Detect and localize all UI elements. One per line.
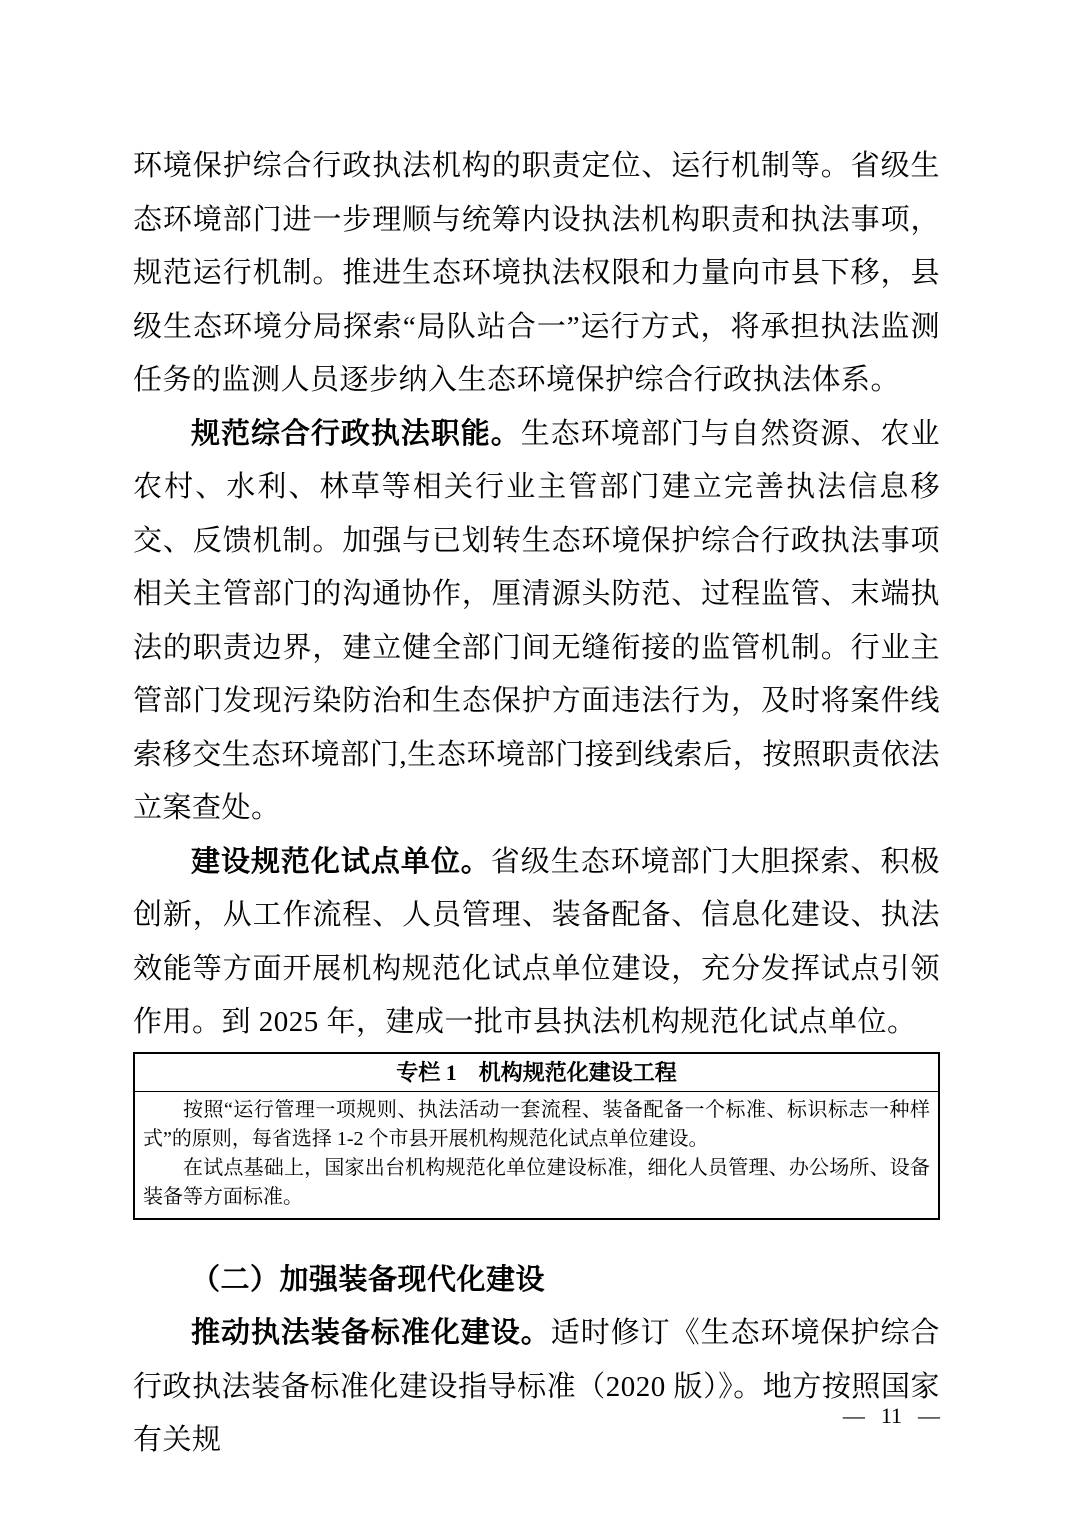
paragraph-standardize-functions [133,408,940,836]
column-box-body [135,1092,938,1218]
column-box-paragraph: 按照“运行管理一项规则、执法活动一套流程、装备配备一个标准、标识标志一种样式”的原则，每省选择 1-2 个市县开展机构规范化试点单位建设。 [143,1098,930,1150]
paragraph-text: 适时修订《生态环境保护综合行政执法装备标准化建设指导标准（2020 版）》。地方按照国家有关规 [133,1317,940,1456]
paragraph-equipment-standardization [133,1307,940,1468]
paragraph-lead-bold: 建设规范化试点单位。 [191,845,491,878]
page-number-value: 11 [880,1403,902,1428]
page-number-dash-left: — [842,1403,865,1428]
page-number-dash-right: — [918,1403,940,1428]
column-box-paragraph: 在试点基础上，国家出台机构规范化单位建设标准，细化人员管理、办公场所、设备装备等方面标准。 [143,1156,930,1208]
paragraph-lead-bold: 规范综合行政执法职能。 [191,417,521,450]
column-box-title: 专栏 1 机构规范化建设工程 [135,1054,938,1092]
page-number [843,1403,940,1429]
page-content [133,140,940,1468]
paragraph-continuation: 环境保护综合行政执法机构的职责定位、运行机制等。省级生态环境部门进一步理顺与统筹内设执法机构职责和执法事项，规范运行机制。推进生态环境执法权限和力量向市县下移，县级生态环境分局探索“局队站合一”运行方式，将承担执法监测任务的监测人员逐步纳入生态环境保护综合行政执法体系。 [133,150,940,396]
paragraph-pilot-units [133,836,940,1050]
paragraph-lead-bold: 推动执法装备标准化建设。 [191,1317,551,1349]
column-box-1 [133,1052,940,1220]
paragraph-text: 省级生态环境部门大胆探索、积极创新，从工作流程、人员管理、装备配备、信息化建设、执法效能等方面开展机构规范化试点单位建设，充分发挥试点引领作用。到 2025 年，建成一批市县执法机构规范化试点单位。 [133,845,940,1038]
section-heading-equipment-modernization: （二）加强装备现代化建设 [191,1263,546,1296]
paragraph-text: 生态环境部门与自然资源、农业农村、水利、林草等相关行业主管部门建立完善执法信息移交、反馈机制。加强与已划转生态环境保护综合行政执法事项相关主管部门的沟通协作，厘清源头防范、过程监管、末端执法的职责边界，建立健全部门间无缝衔接的监管机制。行业主管部门发现污染防治和生态保护方面违法行为，及时将案件线索移交生态环境部门,生态环境部门接到线索后，按照职责依法立案查处。 [133,417,940,824]
